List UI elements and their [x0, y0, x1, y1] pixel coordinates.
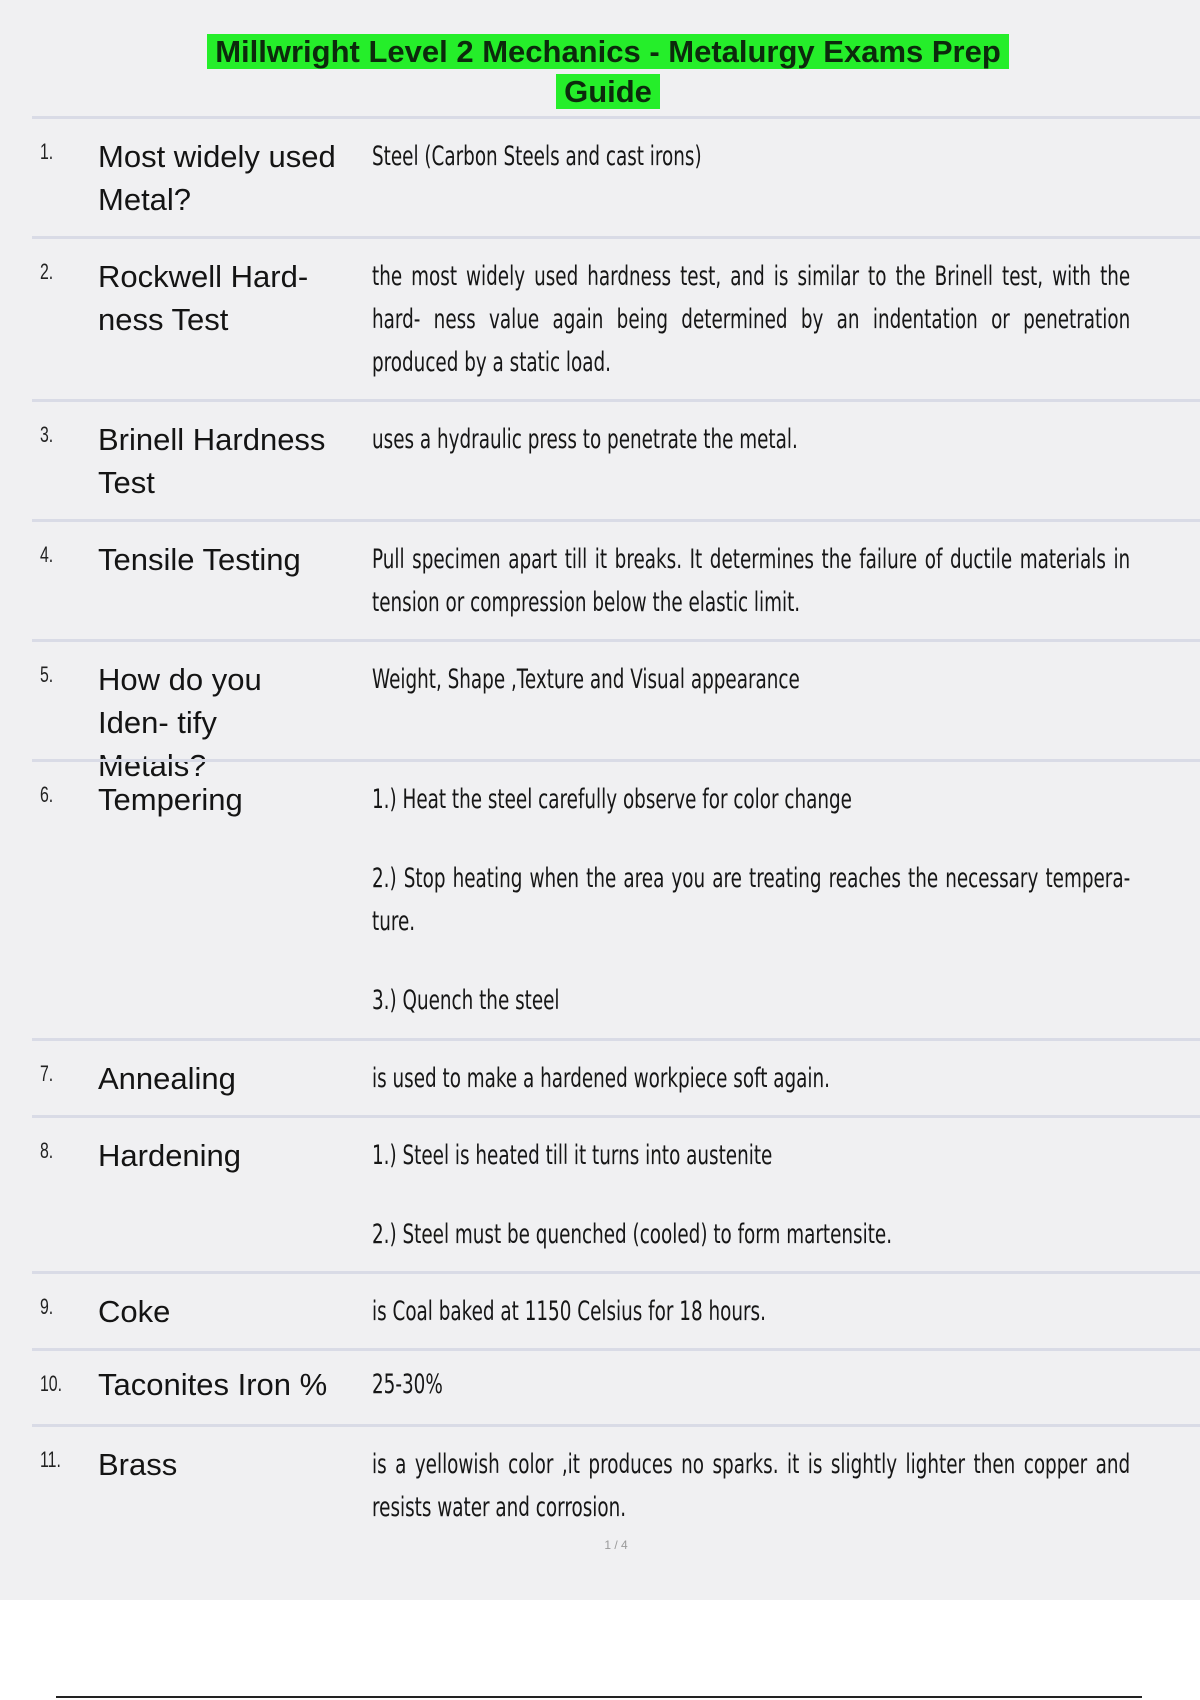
flashcard-4: [32, 519, 1200, 639]
page-indicator: 1 / 4: [604, 1538, 628, 1552]
card-definition: [372, 1290, 1130, 1333]
card-definition: [372, 255, 1130, 384]
definition-paragraph: 2.) Steel must be quenched (cooled) to form martensite.: [372, 1219, 893, 1250]
card-number: 8.: [40, 1138, 54, 1163]
card-term: Hardening: [98, 1138, 242, 1173]
title-block: [0, 32, 1200, 112]
definition-paragraph: 1.) Steel is heated till it turns into austenite: [372, 1140, 773, 1171]
definition-paragraph: the most widely used hardness test, and is similar to the Brinell test, with the hard- ness value again being determined by an indentation or penetration produced by a static load.: [372, 261, 1131, 378]
definition-paragraph: 25-30%: [372, 1369, 443, 1400]
card-number: 6.: [40, 782, 54, 807]
definition-paragraph: 2.) Stop heating when the area you are treating reaches the necessary tempera- ture.: [372, 863, 1131, 937]
card-number: 1.: [40, 139, 54, 164]
card-number: 2.: [40, 259, 54, 284]
definition-paragraph: 1.) Heat the steel carefully observe for color change: [372, 784, 852, 815]
flashcard-11: [32, 1424, 1200, 1544]
card-definition: [372, 418, 1130, 461]
card-definition: [372, 1134, 1130, 1256]
card-definition: [372, 1057, 1130, 1100]
card-definition: [372, 135, 1130, 178]
definition-paragraph: Steel (Carbon Steels and cast irons): [372, 141, 702, 172]
card-definition: [372, 1363, 1130, 1406]
card-definition: [372, 538, 1130, 624]
footer-divider: [56, 1696, 1142, 1698]
flashcard-10: [32, 1348, 1200, 1424]
card-number: 5.: [40, 662, 54, 687]
card-term: Tensile Testing: [98, 542, 301, 577]
flashcard-list: [32, 116, 1200, 1544]
flashcard-3: [32, 399, 1200, 519]
flashcard-2: [32, 236, 1200, 399]
card-definition: [372, 658, 1130, 701]
definition-paragraph: is used to make a hardened workpiece soft again.: [372, 1063, 830, 1094]
card-definition: [372, 778, 1130, 1022]
flashcard-5: [32, 639, 1200, 783]
card-number: 7.: [40, 1061, 54, 1086]
flashcard-6: [32, 759, 1200, 1038]
flashcard-9: [32, 1271, 1200, 1348]
card-number: 3.: [40, 422, 54, 447]
card-definition: [372, 1443, 1130, 1529]
definition-paragraph: Pull specimen apart till it breaks. It determines the failure of ductile materials in tension or compression below the elastic limit.: [372, 544, 1131, 618]
card-term: Tempering: [98, 782, 243, 817]
page-title: Millwright Level 2 Mechanics - Metalurgy Exams Prep Guide: [207, 34, 1009, 109]
flashcard-7: [32, 1038, 1200, 1115]
definition-paragraph: is Coal baked at 1150 Celsius for 18 hours.: [372, 1296, 766, 1327]
card-number: 11.: [40, 1447, 61, 1472]
definition-paragraph: 3.) Quench the steel: [372, 985, 560, 1016]
card-number: 9.: [40, 1294, 54, 1319]
definition-paragraph: uses a hydraulic press to penetrate the metal.: [372, 424, 798, 455]
card-term: Brinell Hardness Test: [98, 422, 326, 500]
flashcard-1: [32, 116, 1200, 236]
card-term: Rockwell Hard- ness Test: [98, 259, 309, 337]
card-term: Brass: [98, 1447, 178, 1482]
definition-paragraph: Weight, Shape ,Texture and Visual appearance: [372, 664, 800, 695]
definition-paragraph: is a yellowish color ,it produces no sparks. it is slightly lighter then copper and resists water and corrosion.: [372, 1449, 1131, 1523]
card-term: Coke: [98, 1294, 171, 1329]
card-number: 10.: [40, 1371, 63, 1396]
card-term: How do you Iden- tify Metals?: [98, 662, 262, 783]
card-term: Taconites Iron %: [98, 1367, 328, 1402]
card-term: Most widely used Metal?: [98, 139, 336, 217]
card-number: 4.: [40, 542, 54, 567]
flashcard-8: [32, 1115, 1200, 1271]
card-term: Annealing: [98, 1061, 236, 1096]
